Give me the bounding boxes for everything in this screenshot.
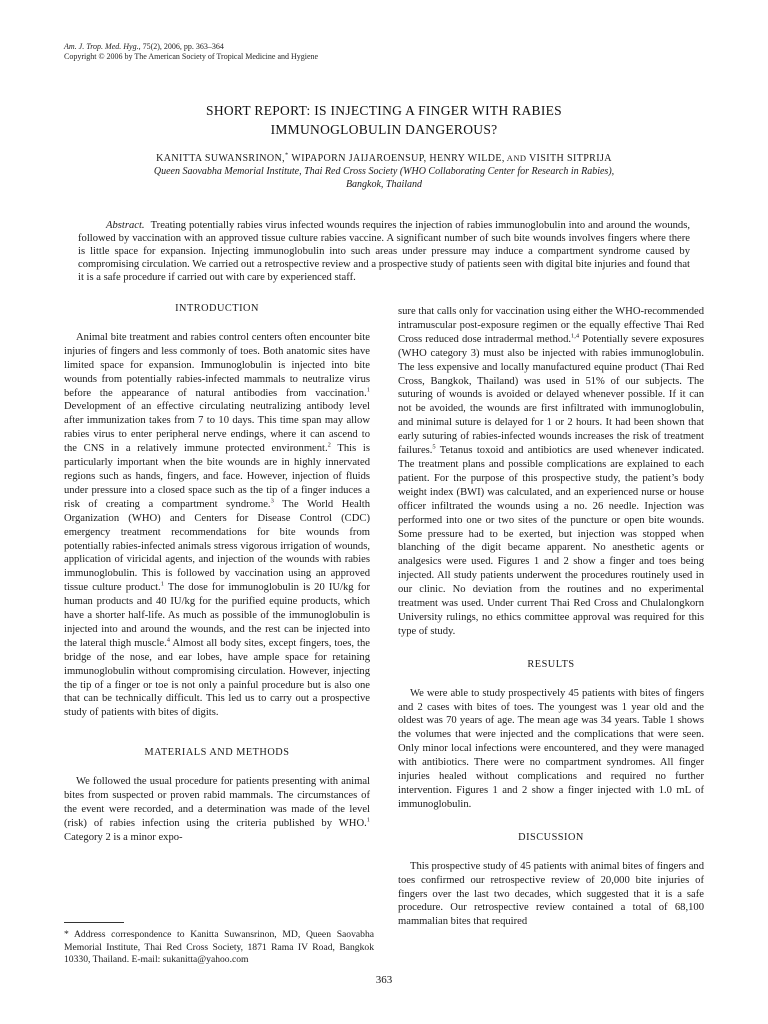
citation-details: , 75(2), 2006, pp. 363–364 (138, 42, 224, 51)
ref-citation: 1,4 (571, 332, 580, 340)
footnote-text: Address correspondence to Kanitta Suwansrinon, MD, Queen Saovabha Memorial Institute, Thai Red Cross Society, 1871 Rama IV Road, Bangkok 10330, Thailand. E-mail: sukanitta@yahoo.com (64, 929, 374, 965)
footnote-mark: * (64, 929, 69, 940)
correspondence-footnote (64, 929, 374, 967)
abstract-label: Abstract. (106, 220, 145, 231)
copyright-line: Copyright © 2006 by The American Society of Tropical Medicine and Hygiene (64, 52, 319, 61)
author-list (64, 152, 704, 165)
authors-2: WIPAPORN JAIJAROENSUP, HENRY WILDE, (288, 153, 505, 164)
affiliation-line-1: Queen Saovabha Memorial Institute, Thai Red Cross Society (WHO Collaborating Center for Research in Rabies), (153, 166, 615, 177)
article-title (64, 101, 704, 139)
ref-citation: 2 (327, 441, 331, 449)
left-column (64, 298, 370, 845)
results-heading: RESULTS (527, 658, 575, 670)
results-paragraph: We were able to study prospectively 45 patients with bites of fingers and 2 cases with bites of toes. The youngest was 1 year old and the oldest was 70 years of age. The mean age was 34 years. Table 1 shows the volumes that were injected and the complications that were seen. Only minor local infections were encountered, and they were managed with antibiotics. There were no compartment syndromes. All finger injuries healed without complications and required no further intervention. Figures 1 and 2 show a finger injected with 1.0 mL of immunoglobulin. (398, 687, 704, 810)
ref-citation: 5 (432, 443, 436, 451)
abstract-text: Treating potentially rabies virus infected wounds requires the injection of rabies immunoglobulin into and around the wounds, followed by vaccination with an approved tissue culture rabies vaccine. A significant number of such bite wounds involves fingers where there is little space for expansion. Injecting immunoglobulin into such areas under pressure may induce a compartment syndrome caused by compromising circulation. We carried out a retrospective review and a prospective study of patients seen with digital bite injuries and found that it is a safe procedure if carried out with care by experienced staff. (78, 220, 690, 283)
methods-continued-paragraph: sure that calls only for vaccination using either the WHO-recommended intramuscular post-exposure regimen or the equally effective Thai Red Cross reduced dose intradermal method.$^{1,4}$ Potentially severe exposures (WHO category 3) must also be injected with rabies immunoglobulin. The less expensive and locally manufactured equine product (Thai Red Cross, Bangkok, Thailand) was used in 51% of our subjects. The suturing of wounds is avoided or delayed whenever possible. If it can not be avoided, the wounds are first infiltrated with immunoglobulin, and minimal suture is delayed for 1 or 2 hours. It had been shown that early suturing of rabies-infected wounds increases the risk of treatment failures.$^5$ Tetanus toxoid and antibiotics are used whenever indicated. The treatment plans and possible complications are explained to each patient. For the purpose of this prospective study, the patient’s body weight index (BWI) was calculated, and an experienced nurse or house officer infiltrated the wounds using a no. 26 needle. Injection was performed into one or two sites of the puncture or open bite wounds. Some pressure had to be exerted, but injection was stopped when blanching of the digit became apparent. No anesthetic agents or analgesics were used. Figures 1 and 2 show a finger and toes being injected. All study patients underwent the procedures routinely used in our clinic. No deviation from the routines and no experimental treatment was used. Under current Thai Red Cross and Chulalongkorn University rulings, no ethics committee approval was required for this type of study. (398, 306, 704, 637)
discussion-heading: DISCUSSION (518, 831, 584, 843)
right-column (398, 305, 704, 929)
ref-citation: 1 (366, 816, 370, 824)
journal-header (64, 42, 318, 62)
affiliation-line-2: Bangkok, Thailand (345, 179, 423, 190)
ref-citation: 3 (270, 497, 274, 505)
authors-and: AND (504, 153, 529, 163)
journal-abbrev: Am. J. Trop. Med. Hyg. (64, 42, 139, 51)
author-last: VISITH SITPRIJA (528, 153, 612, 164)
methods-heading: MATERIALS AND METHODS (144, 747, 290, 759)
affiliation (64, 165, 704, 191)
methods-paragraph: We followed the usual procedure for patients presenting with animal bites from suspected or proven rabid mammals. The circumstances of the event were recorded, and a determination was made of the level (risk) of rabies infection using the criteria published by WHO.$^1$ Category 2 is a minor expo- (64, 776, 370, 843)
title-line-2: IMMUNOGLOBULIN DANGEROUS? (270, 122, 498, 137)
ref-citation: 1 (366, 386, 370, 393)
ref-citation: 4 (166, 636, 170, 644)
abstract (78, 219, 690, 284)
author-1: KANITTA SUWANSRINON, (156, 153, 285, 164)
ref-citation: 1 (160, 580, 164, 588)
journal-citation (64, 42, 318, 52)
footnote-rule (64, 922, 124, 923)
title-line-1: SHORT REPORT: IS INJECTING A FINGER WITH RABIES (206, 103, 562, 118)
introduction-paragraph: Animal bite treatment and rabies control centers often encounter bite injuries of fingers and less commonly of toes. Both anatomic sites have limited space for expansion. Immunoglobulin is injected into bite wounds from potentially rabies-infected mammals to neutralize virus before the appearance of natural antibodies from vaccination.$^1$ Development of an effective circulating neutralizing antibody level after immunization takes from 7 to 10 days. This time span may allow rabies virus to enter peripheral nerve endings, where it can ascend to the CNS in a relatively immune protected environment.$^2$ This is particularly important when the bite wounds are in highly innervated regions such as hands, fingers, and face. However, injection of fluids under pressure into a closed space such as the tip of a finger induces a risk of creating a compartment syndrome.$^3$ The World Health Organization (WHO) and Centers for Disease Control (CDC) emergency treatment recommendations for bite wounds from potentially rabies-infected animals stress vigorous irrigation of wounds, application of viricidal agents, and injection of the wounds with rabies immunoglobulin. This is followed by vaccination using an approved tissue culture product.$^1$ The dose for immunoglobulin is 20 IU/kg for human products and 40 IU/kg for the purified equine products, which have a shorter half-life. As much as possible of the immunoglobulin is injected into and around the wounds, and the rest can be injected into the lateral thigh muscle.$^4$ Almost all body sites, except fingers, toes, the bridge of the nose, and ear lobes, have ample space for retaining immunoglobulin without compromising circulation. However, injecting the tip of a finger or toe is not only a painful procedure but is also one that can be technically difficult. This led us to carry out a prospective study of patients with bites of digits. (64, 331, 370, 719)
corresponding-mark: * (284, 151, 289, 159)
page-number: 363 (375, 974, 393, 986)
discussion-paragraph: This prospective study of 45 patients with animal bites of fingers and toes confirmed our retrospective review of 20,000 bite injuries of fingers over the last two decades, which suggested that it is a safe procedure. Our retrospective review contained a total of 68,100 mammalian bites that required (398, 860, 704, 928)
introduction-heading: INTRODUCTION (175, 303, 259, 314)
